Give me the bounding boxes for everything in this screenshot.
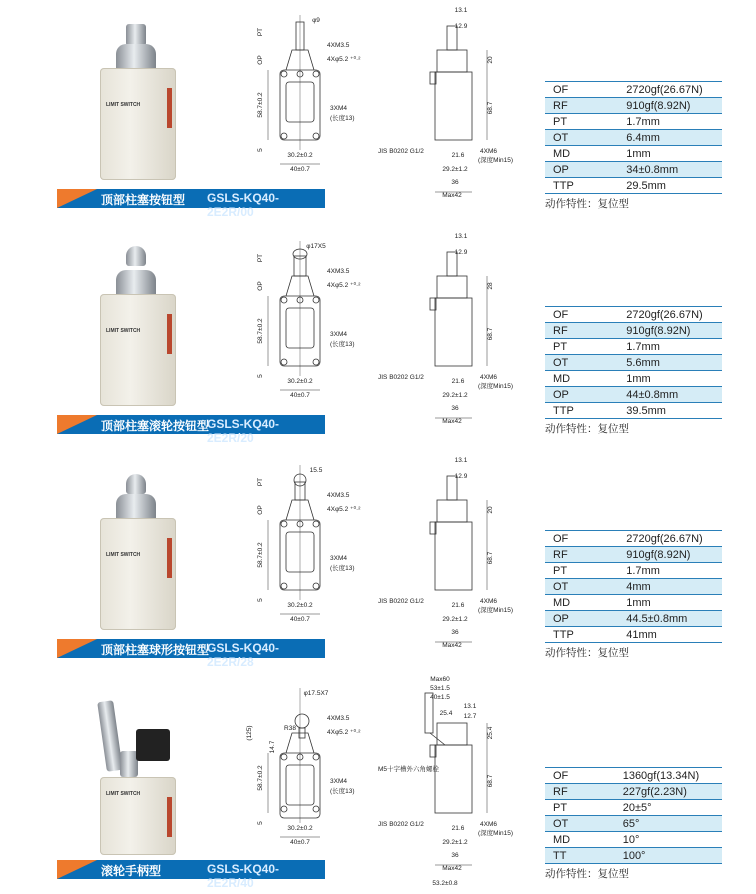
spec-table [545,767,722,864]
product-section-1 [0,0,756,224]
spec-key: PT [545,800,575,816]
width2-label: 40±0.7 [290,392,310,399]
spec-value: 1.7mm [578,114,722,130]
spec-table [545,530,722,643]
pt-label: PT [257,27,264,37]
mounting-hole [281,806,287,812]
spec-key: OF [545,307,578,323]
dim-29-2: 29.2±1.2 [442,166,468,173]
mounting-hole [281,297,287,303]
screw-label: 4XM3.5 [327,492,350,499]
dim-36: 36 [451,852,459,859]
spec-row [545,563,722,579]
spec-row [545,98,722,114]
top-dim-label: φ17.5X7 [303,690,329,697]
spec-key: OF [545,768,575,784]
spec-value: 1mm [578,371,722,387]
spec-key: OT [545,355,578,371]
spec-row [545,339,722,355]
spec-row [545,387,722,403]
extra-dim-label: Max60 [430,676,450,683]
height-label: 58.7±0.2 [257,92,264,118]
product-type: 顶部柱塞按钮型 [101,193,186,207]
product-type: 滚轮手柄型 [101,864,162,878]
mounting-hole [281,359,287,365]
side-head [437,50,467,72]
dim-68-7: 68.7 [487,551,494,565]
spec-row [545,178,722,194]
dim-13-1: 13.1 [463,703,477,710]
top-dim-label: 15.5 [309,467,323,474]
product-type: 顶部柱塞滚轮按钮型 [101,419,210,433]
dim-12-9: 12.9 [454,249,468,256]
m4-label: 3XM4 [330,105,347,112]
photo-label: LIMIT SWITCH [106,102,141,108]
spec-value: 1.7mm [578,339,722,355]
hole-label: 4Xφ5.2 ⁺⁰·² [327,282,361,289]
screw-label: 4XM3.5 [327,715,350,722]
hole-label: 4Xφ5.2 ⁺⁰·² [327,729,361,736]
spec-key: MD [545,371,578,387]
screw-label: 4XM3.5 [327,42,350,49]
mounting-hole [281,521,287,527]
spec-key: TTP [545,178,578,194]
height-label: 58.7±0.2 [257,542,264,568]
spec-value: 6.4mm [578,130,722,146]
pt-label: PT [257,253,264,263]
spec-value: 2720gf(26.67N) [578,82,722,98]
dim-max42: Max42 [442,642,462,649]
spec-value: 65° [575,816,722,832]
side-lever [430,733,445,745]
dim-36: 36 [451,629,459,636]
length-label: (长度13) [330,565,355,572]
photo-label: LIMIT SWITCH [106,552,141,558]
dim-21-6: 21.6 [451,825,465,832]
op-label: OP [257,505,264,515]
spec-value: 1.7mm [578,563,722,579]
extra-dim-label: 53.2±0.8 [432,880,458,887]
mounting-hole [313,806,319,812]
dim-12-9: 12.7 [463,713,477,720]
spec-key: RF [545,547,578,563]
dim-36: 36 [451,179,459,186]
model-number: GSLS-KQ40-2E2R/28 [207,641,280,669]
side-head [437,276,467,298]
width2-label: 40±0.7 [290,616,310,623]
spec-key: TT [545,848,575,864]
width2-label: 40±0.7 [290,166,310,173]
length-label: (长度13) [330,115,355,122]
dim-29-2: 29.2±1.2 [442,392,468,399]
thread-spec-label: JIS B0202 G1/2 [378,598,424,605]
spec-row [545,355,722,371]
spec-row [545,130,722,146]
action-note: 动作特性：复位型 [545,647,629,659]
dim-21-6: 21.6 [451,378,465,385]
mounting-hole [313,359,319,365]
width1-label: 30.2±0.2 [287,825,313,832]
action-note: 动作特性：复位型 [545,423,629,435]
hole-label: 4Xφ5.2 ⁺⁰·² [327,56,361,63]
op-label: OP [257,281,264,291]
spec-key: TTP [545,627,578,643]
spec-row [545,162,722,178]
spec-key: TTP [545,403,578,419]
action-note: 动作特性：复位型 [545,198,629,210]
spec-key: PT [545,114,578,130]
spec-key: MD [545,146,578,162]
spec-row [545,146,722,162]
extra-dim-label: M5十字槽外六角螺栓 [378,766,440,773]
thread-spec-label: JIS B0202 G1/2 [378,148,424,155]
extra-dim-label: R38 [284,725,296,732]
spec-row [545,371,722,387]
thread-spec-label: JIS B0202 G1/2 [378,821,424,828]
extra-dim-label: 25.4 [439,710,453,717]
spec-value: 2720gf(26.67N) [578,531,722,547]
depth-label: (深度Min15) [478,830,514,837]
product-section-4 [0,673,756,894]
spec-key: PT [545,339,578,355]
spec-row [545,579,722,595]
height-label: 58.7±0.2 [257,765,264,791]
dim-head-height: 25.4 [487,726,494,740]
spec-value: 910gf(8.92N) [578,98,722,114]
m6-label: 4XM6 [480,598,497,605]
spec-row [545,323,722,339]
dim-max42: Max42 [442,192,462,199]
mounting-hole [313,71,319,77]
dim-head-height: 20 [487,56,494,64]
spec-key: RF [545,323,578,339]
spec-key: MD [545,832,575,848]
depth-label: (深度Min15) [478,157,514,164]
m6-label: 4XM6 [480,821,497,828]
spec-row [545,848,722,864]
five-label: 5 [257,598,264,602]
extra-dim-label: 53±1.5 [430,685,450,692]
product-section-3 [0,450,756,674]
spec-value: 910gf(8.92N) [578,323,722,339]
side-body-outline [435,745,472,813]
spec-row [545,611,722,627]
spec-key: OT [545,579,578,595]
spec-row [545,784,722,800]
spec-key: OF [545,82,578,98]
spec-row [545,627,722,643]
dim-29-2: 29.2±1.2 [442,839,468,846]
hole-label: 4Xφ5.2 ⁺⁰·² [327,506,361,513]
spec-value: 44.5±0.8mm [578,611,722,627]
mounting-hole [281,71,287,77]
mounting-hole [313,297,319,303]
spec-value: 1mm [578,595,722,611]
depth-label: (深度Min15) [478,383,514,390]
pt-label: PT [257,477,264,487]
spec-key: OP [545,387,578,403]
spec-value: 10° [575,832,722,848]
dim-13-1: 13.1 [454,233,468,240]
mounting-hole [281,583,287,589]
spec-row [545,547,722,563]
model-number: GSLS-KQ40-2E2R/00 [207,191,280,219]
product-section-2 [0,226,756,450]
photo-label: LIMIT SWITCH [106,328,141,334]
dim-max42: Max42 [442,865,462,872]
length-label: (长度13) [330,788,355,795]
side-head [437,500,467,522]
dim-head-height: 28 [487,282,494,290]
spec-key: PT [545,563,578,579]
dim-12-9: 12.9 [454,23,468,30]
model-number: GSLS-KQ40-2E2R/20 [207,417,280,445]
spec-row [545,816,722,832]
spec-row [545,403,722,419]
spec-key: OP [545,162,578,178]
spec-key: RF [545,98,578,114]
spec-row [545,800,722,816]
mounting-hole [313,754,319,760]
dim-13-1: 13.1 [454,457,468,464]
spec-value: 1360gf(13.34N) [575,768,722,784]
spec-value: 100° [575,848,722,864]
spec-value: 34±0.8mm [578,162,722,178]
op-label: 14.7 [269,740,276,754]
five-label: 5 [257,374,264,378]
mounting-hole [313,133,319,139]
dim-29-2: 29.2±1.2 [442,616,468,623]
screw-label: 4XM3.5 [327,268,350,275]
top-dim-label: φ17X5 [306,243,326,250]
dim-68-7: 68.7 [487,774,494,788]
spec-key: OT [545,816,575,832]
dim-68-7: 68.7 [487,327,494,341]
m4-label: 3XM4 [330,331,347,338]
spec-row [545,531,722,547]
spec-key: MD [545,595,578,611]
width1-label: 30.2±0.2 [287,152,313,159]
side-body-outline [435,522,472,590]
spec-table [545,81,722,194]
photo-label: LIMIT SWITCH [106,791,141,797]
spec-value: 4mm [578,579,722,595]
spec-key: OF [545,531,578,547]
spec-value: 227gf(2.23N) [575,784,722,800]
dim-13-1: 13.1 [454,7,468,14]
depth-label: (深度Min15) [478,607,514,614]
spec-row [545,832,722,848]
spec-value: 20±5° [575,800,722,816]
spec-value: 29.5mm [578,178,722,194]
roller [295,714,309,728]
m4-label: 3XM4 [330,555,347,562]
spec-value: 1mm [578,146,722,162]
op-label: OP [257,55,264,65]
spec-value: 41mm [578,627,722,643]
mounting-hole [281,133,287,139]
top-dim-label: φ9 [312,17,320,24]
dim-head-height: 20 [487,506,494,514]
spec-value: 39.5mm [578,403,722,419]
mounting-hole [313,583,319,589]
pt-label: (125) [246,725,253,741]
dim-12-9: 12.9 [454,473,468,480]
mounting-hole [313,521,319,527]
height-label: 58.7±0.2 [257,318,264,344]
five-label: 5 [257,821,264,825]
extra-dim-label: 40±1.5 [430,694,450,701]
spec-key: RF [545,784,575,800]
width2-label: 40±0.7 [290,839,310,846]
dim-max42: Max42 [442,418,462,425]
length-label: (长度13) [330,341,355,348]
action-note: 动作特性：复位型 [545,868,629,880]
spec-key: OT [545,130,578,146]
five-label: 5 [257,148,264,152]
dim-68-7: 68.7 [487,101,494,115]
dim-36: 36 [451,405,459,412]
m4-label: 3XM4 [330,778,347,785]
spec-row [545,768,722,784]
spec-row [545,595,722,611]
spec-key: OP [545,611,578,627]
spec-value: 910gf(8.92N) [578,547,722,563]
dim-21-6: 21.6 [451,602,465,609]
spec-row [545,307,722,323]
side-body-outline [435,298,472,366]
m6-label: 4XM6 [480,148,497,155]
dim-21-6: 21.6 [451,152,465,159]
spec-value: 44±0.8mm [578,387,722,403]
spec-row [545,82,722,98]
model-number: GSLS-KQ40-2E2R/40 [207,862,280,890]
spec-table [545,306,722,419]
product-type: 顶部柱塞球形按钮型 [101,643,210,657]
spec-value: 5.6mm [578,355,722,371]
m6-label: 4XM6 [480,374,497,381]
width1-label: 30.2±0.2 [287,378,313,385]
width1-label: 30.2±0.2 [287,602,313,609]
spec-row [545,114,722,130]
side-body-outline [435,72,472,140]
mounting-hole [281,754,287,760]
thread-spec-label: JIS B0202 G1/2 [378,374,424,381]
spec-value: 2720gf(26.67N) [578,307,722,323]
